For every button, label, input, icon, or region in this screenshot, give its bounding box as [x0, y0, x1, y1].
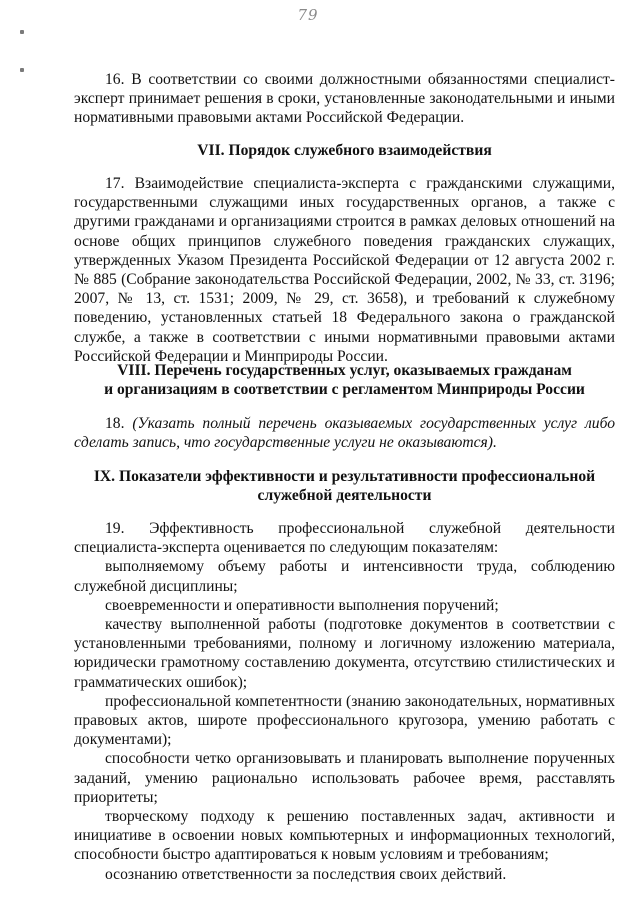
- section-7-title: VII. Порядок служебного взаимодействия: [197, 142, 492, 159]
- paragraph-16-block: [74, 70, 615, 128]
- list-item: способности четко организовывать и планировать выполнение порученных заданий, умению рационально использовать рабочее время, расставлять приоритеты;: [74, 750, 615, 806]
- margin-mark: [20, 68, 24, 72]
- section-9-title-line1: IX. Показатели эффективности и результативности профессиональной: [93, 468, 596, 485]
- paragraph-17: 17. Взаимодействие специалиста-эксперта с гражданскими служащими, государственными служащими иных государственных органов, а также с другими гражданами и организациями строится в рамках деловых отношений на основе общих принципов служебного поведения гражданских служащих, утвержденных Указом Президента Российской Федерации от 12 августа 2002 г. № 885 (Собрание законодательства Российской Федерации, 2002, № 33, ст. 3196; 2007, № 13, ст. 1531; 2009, № 29, ст. 3658), и требований к служебному поведению, установленных статьей 18 Федерального закона о гражданской службе, а также в соответствии с иными нормативными правовыми актами Российской Федерации и Минприроды России.: [74, 175, 615, 365]
- section-8-title-line1: VIII. Перечень государственных услуг, оказываемых гражданам: [117, 362, 572, 379]
- list-item: профессиональной компетентности (знанию законодательных, нормативных правовых актов, широте профессионального кругозора, умению работать с документами);: [74, 692, 615, 749]
- paragraph-18: [74, 414, 615, 452]
- paragraph-16: 16. В соответствии со своими должностными обязанностями специалист-эксперт принимает решения в сроки, установленные законодательными и иными нормативными правовыми актами Российской Федерации.: [74, 71, 615, 127]
- list-item: качеству выполненной работы (подготовке документов в соответствии с установленными требованиями, полному и логичному изложению материала, юридически грамотному составлению документа, отсутствию стилистических и грамматических ошибок);: [74, 616, 615, 691]
- section-7-heading: [74, 141, 615, 160]
- list-item: творческому подходу к решению поставленных задач, активности и инициативе в освоении новых компьютерных и информационных технологий, способности быстро адаптироваться к новым условиям и требованиям;: [74, 808, 615, 864]
- list-item: своевременности и оперативности выполнения поручений;: [105, 596, 499, 614]
- paragraph-19-block: [74, 519, 615, 884]
- section-8-title-line2: и организациям в соответствии с регламентом Минприроды России: [104, 381, 585, 399]
- list-item: выполняемому объему работы и интенсивности труда, соблюдению служебной дисциплины;: [74, 558, 615, 595]
- section-9-heading: [74, 467, 615, 505]
- paragraph-19: 19. Эффективность профессиональной служебной деятельности специалиста-эксперта оценивается по следующим показателям:: [74, 520, 615, 557]
- paragraph-18-number: 18.: [105, 415, 125, 432]
- paragraph-17-block: [74, 174, 615, 366]
- section-8-heading: [74, 361, 615, 399]
- page-number: 79: [297, 6, 319, 24]
- paragraph-18-text: (Указать полный перечень оказываемых государственных услуг либо сделать запись, что государственные услуги не оказываются).: [74, 415, 615, 452]
- margin-mark: [20, 30, 24, 34]
- list-item: осознанию ответственности за последствия своих действий.: [105, 865, 507, 883]
- paragraph-18-block: [74, 414, 615, 452]
- section-9-title-line2: служебной деятельности: [257, 487, 432, 505]
